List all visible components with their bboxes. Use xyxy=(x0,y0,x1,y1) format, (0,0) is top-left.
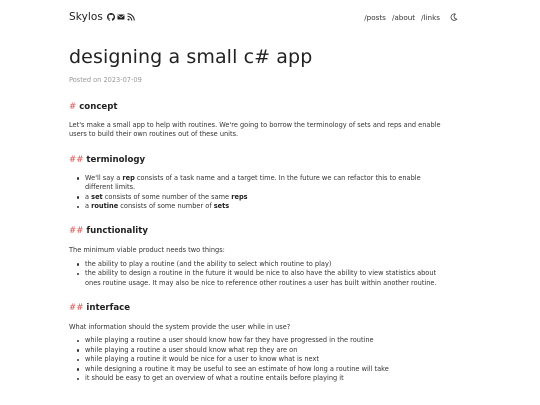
term-routine: routine xyxy=(91,202,119,211)
text: consists of some number of xyxy=(118,202,214,211)
list-item: the ability to play a routine (and the ability to select which routine to play) xyxy=(69,260,461,269)
rss-icon[interactable] xyxy=(127,13,135,21)
list-item: while designing a routine it may be useful to see an estimate of how long a routine will take xyxy=(69,365,461,374)
heading-functionality xyxy=(69,225,461,237)
text: ones routine usage. It may also be nice to reference other routines a user has built within another routine. xyxy=(85,278,437,287)
heading-text: interface xyxy=(86,303,131,314)
interface-intro: What information should the system provide the user while in use? xyxy=(69,323,291,332)
text: a xyxy=(85,202,92,211)
heading-interface xyxy=(69,302,461,314)
text: different limits. xyxy=(85,183,136,192)
list-item: while playing a routine a user should know what rep they are on xyxy=(69,346,461,355)
list-item: while playing a routine a user should know how far they have progressed in the routine xyxy=(69,336,461,345)
text: We'll say a xyxy=(85,173,123,182)
heading-hash: ## xyxy=(69,226,84,237)
post-title: designing a small c# app xyxy=(69,46,313,68)
post-date: Posted on 2023-07-09 xyxy=(69,76,142,84)
heading-text: concept xyxy=(79,102,118,112)
list-item xyxy=(69,269,461,288)
concept-paragraph xyxy=(69,121,461,140)
concept-line: Let's make a small app to help with routines. We're going to borrow the terminology of sets and reps and enable xyxy=(69,121,441,129)
heading-concept xyxy=(69,101,461,113)
list-item xyxy=(69,202,461,211)
text: consists of a task name and a target time. In the future we can refactor this to enable xyxy=(134,173,421,182)
nav-link-about[interactable]: /about xyxy=(391,12,416,22)
functionality-list xyxy=(69,260,461,288)
term-sets: sets xyxy=(213,202,230,211)
post-content xyxy=(69,101,461,384)
terminology-list xyxy=(69,174,461,212)
concept-line: users to build their own routines out of these units. xyxy=(69,130,239,139)
list-item xyxy=(69,193,461,202)
main-nav xyxy=(364,13,458,22)
text: consists of some number of the same xyxy=(102,192,232,201)
list-item: while playing a routine it would be nice for a user to know what is next xyxy=(69,355,461,364)
brand xyxy=(69,11,135,23)
heading-hash: # xyxy=(69,102,77,112)
mail-icon[interactable] xyxy=(117,13,125,21)
nav-link-links[interactable]: /links xyxy=(421,12,440,22)
heading-text: terminology xyxy=(86,154,146,165)
term-set: set xyxy=(91,192,103,201)
list-item xyxy=(69,174,461,193)
text: a xyxy=(85,192,92,201)
social-links xyxy=(107,13,135,21)
heading-hash: ## xyxy=(69,303,84,314)
term-reps: reps xyxy=(231,192,248,201)
list-item: it should be easy to get an overview of what a routine entails before playing it xyxy=(69,374,461,383)
term-rep: rep xyxy=(122,173,135,182)
heading-text: functionality xyxy=(86,226,148,237)
moon-icon[interactable] xyxy=(450,13,458,21)
nav-link-posts[interactable]: /posts xyxy=(364,12,386,22)
site-title[interactable]: Skylos xyxy=(69,11,103,23)
interface-list xyxy=(69,336,461,383)
heading-terminology xyxy=(69,154,461,166)
heading-hash: ## xyxy=(69,154,84,165)
top-bar xyxy=(69,10,458,24)
functionality-intro: The minimum viable product needs two things: xyxy=(69,246,225,255)
github-icon[interactable] xyxy=(107,13,115,21)
text: the ability to design a routine in the future it would be nice to also have the ability to view statistics about xyxy=(85,269,437,278)
